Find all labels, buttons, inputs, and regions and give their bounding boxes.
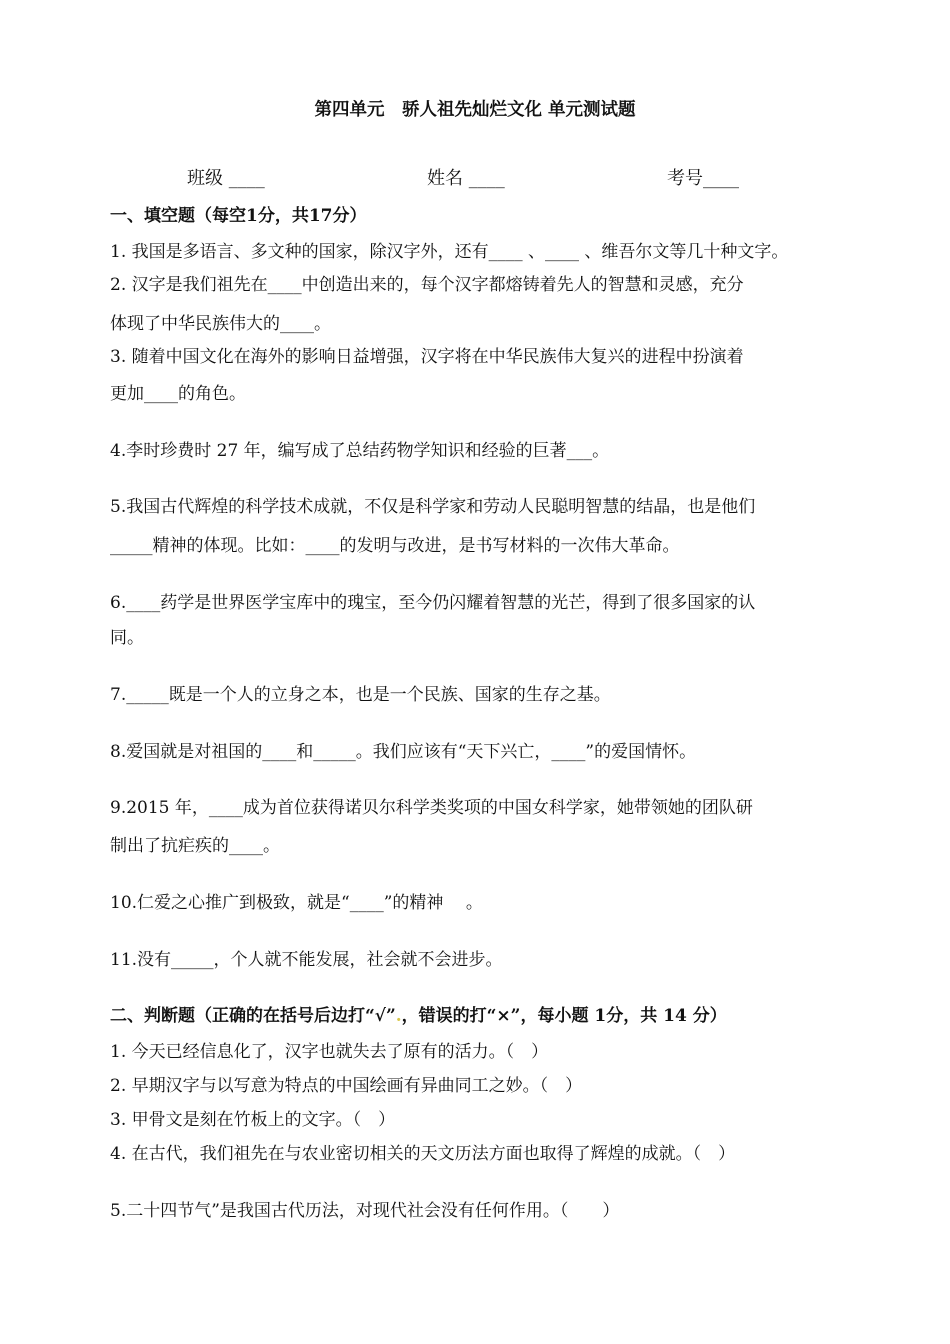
question-line: 3. 随着中国文化在海外的影响日益增强，汉字将在中华民族伟大复兴的进程中扮演着 — [110, 347, 744, 367]
question-line: 2. 汉字是我们祖先在____中创造出来的，每个汉字都熔铸着先人的智慧和灵感，充分 — [110, 275, 744, 295]
judgement-line: 1. 今天已经信息化了，汉字也就失去了原有的活力。（ ） — [110, 1042, 549, 1062]
number-field-label: 考号____ — [667, 168, 739, 189]
question-line: 7._____既是一个人的立身之本，也是一个民族、国家的生存之基。 — [110, 685, 611, 705]
judgement-line: 5.二十四节气”是我国古代历法，对现代社会没有任何作用。（ ） — [110, 1201, 620, 1221]
question-line: 同。 — [110, 628, 144, 648]
question-line: 制出了抗疟疾的____。 — [110, 836, 280, 856]
question-line: 4.李时珍费时 27 年，编写成了总结药物学知识和经验的巨著___。 — [110, 441, 610, 461]
question-line: 更加____的角色。 — [110, 384, 246, 404]
question-line: 9.2015 年，____成为首位获得诺贝尔科学类奖项的中国女科学家，她带领她的团队研 — [110, 798, 753, 818]
question-line: 1. 我国是多语言、多文种的国家，除汉字外，还有____ 、____ 、维吾尔文等几十种文字。 — [110, 242, 789, 262]
section-2-heading-part: 二、判断题（正确的在括号后边打“√” — [110, 1006, 396, 1026]
judgement-line: 3. 甲骨文是刻在竹板上的文字。（ ） — [110, 1110, 396, 1130]
heading-stray-dot: . — [395, 1006, 402, 1026]
question-line: _____精神的体现。比如：____的发明与改进，是书写材料的一次伟大革命。 — [110, 536, 680, 556]
section-2-heading — [110, 1005, 727, 1027]
question-line: 8.爱国就是对祖国的____和_____。我们应该有“天下兴亡，____”的爱国情怀。 — [110, 742, 697, 762]
name-field-label: 姓名 ____ — [427, 168, 505, 189]
judgement-line: 2. 早期汉字与以写意为特点的中国绘画有异曲同工之妙。（ ） — [110, 1076, 583, 1096]
question-line: 体现了中华民族伟大的____。 — [110, 314, 331, 334]
question-line: 10.仁爱之心推广到极致，就是“____”的精神 。 — [110, 893, 483, 913]
question-line: 5.我国古代辉煌的科学技术成就，不仅是科学家和劳动人民聪明智慧的结晶，也是他们 — [110, 497, 756, 517]
question-line: 6.____药学是世界医学宝库中的瑰宝，至今仍闪耀着智慧的光芒，得到了很多国家的认 — [110, 593, 756, 613]
judgement-line: 4. 在古代，我们祖先在与农业密切相关的天文历法方面也取得了辉煌的成就。（ ） — [110, 1144, 736, 1164]
class-field-label: 班级 ____ — [187, 168, 265, 189]
section-1-heading: 一、填空题（每空1分，共17分） — [110, 206, 367, 226]
page-title: 第四单元 骄人祖先灿烂文化 单元测试题 — [314, 100, 636, 120]
section-2-heading-part: ，错误的打“×”，每小题 1分，共 14 分） — [401, 1006, 727, 1026]
question-line: 11.没有_____，个人就不能发展，社会就不会进步。 — [110, 950, 503, 970]
